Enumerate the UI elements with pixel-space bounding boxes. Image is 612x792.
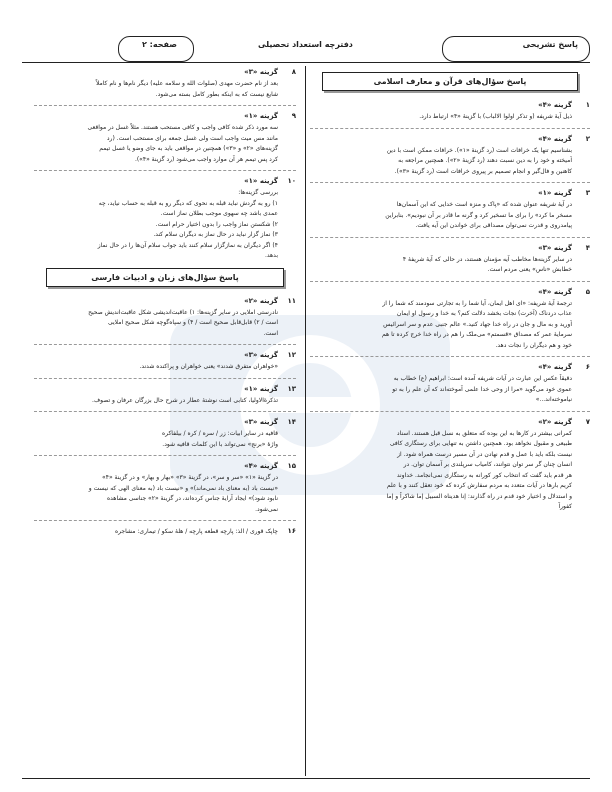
question-number: ۳ xyxy=(585,189,590,197)
answer-text-line: دقیقاً عکس این عبارت در آیات شریفه آمده است: ابراهیم (ع) خطاب به xyxy=(393,375,572,382)
header-rule xyxy=(22,62,590,63)
dashed-separator xyxy=(34,520,296,521)
question-number: ۶ xyxy=(585,363,590,371)
answer-option: گزینه «۳» xyxy=(538,243,572,252)
dashed-separator xyxy=(310,411,590,412)
dashed-separator xyxy=(34,378,296,379)
question-number: ۱ xyxy=(585,101,590,109)
question-number: ۲ xyxy=(585,134,590,143)
answer-text-line: کرد پس تیمم هر آن موارد واجب می‌شود (رد گزینهٔ «۴»). xyxy=(134,155,278,163)
answer-text-line: سه مورد ذکر شده کافی واجب و کافی مستحب هستند. مثلاً غسل در مواقعی xyxy=(87,124,278,131)
answer-option: گزینه «۴» xyxy=(244,462,278,470)
answer-text-line: خود و هم دیگران را نجات دهد. xyxy=(495,341,572,349)
answer-text-line: هر قدم باید گفت که انتخاب کور کورانه به رستگاری نمی‌انجامد. خداوند xyxy=(396,471,572,479)
left-column xyxy=(34,66,296,780)
question-number: ۱۵ xyxy=(287,462,296,470)
answer-text-line: تذکرةالاولیا، کتابی است نوشتهٔ عطار در شرح حال بزرگان عرفان و تصوف. xyxy=(92,396,278,404)
answer-text-line: «نیست باد (به معنای باد نمی‌ماند)» و «نیست باد (به معنای الهی که نیست و xyxy=(88,484,278,492)
question-number: ۷ xyxy=(585,417,590,426)
answer-text-line: ترجمهٔ آیهٔ شریفه: «ای اهل ایمان، آیا شما را به تجارتی سودمند که شما را از xyxy=(382,299,572,307)
answer-option: گزینه «۴» xyxy=(538,134,572,143)
answer-text-line: نیاموخته‌اند...» xyxy=(535,396,572,403)
answer-text-line: ۲) شکستن نماز واجب را بدون اختیار حرام است. xyxy=(155,220,278,228)
answer-text-line: بعد از نام حضرت مهدی (صلوات الله و سلامه علیه) دیگر نام‌ها و نام کاملاً xyxy=(95,80,278,87)
answer-text-line: بدهد. xyxy=(264,252,278,259)
question-number: ۱۴ xyxy=(287,418,296,426)
answer-text-line: ۱) رو به گردش نباید قبله به نحوی که دیگر رو به قبله به حساب نیاید، چه xyxy=(98,199,278,207)
question-number: ۱۱ xyxy=(287,296,296,305)
answer-text-line: عمدی باشد چه سهوی موجب بطلان نماز است. xyxy=(160,210,278,217)
dashed-separator xyxy=(34,170,296,171)
answer-text-line: انسان چنان گر سر توان نتوانند، کامیاب سرپلندی بر آسمان توان. در xyxy=(403,461,572,468)
answer-item xyxy=(34,460,296,515)
dashed-separator xyxy=(34,455,296,456)
answer-item xyxy=(34,110,296,165)
answer-option: گزینه «۴» xyxy=(538,287,572,296)
answer-option: گزینه «۳» xyxy=(244,68,278,76)
answer-text-line: آورید و به مال و جان در راه خدا جهاد کنید.» عالم جنبی عدم و سر اسرائیس xyxy=(383,320,572,328)
answer-text-line: کریم بارها در آیات متعدد به مردم سفارش کرده که خود تعقل کنند و با علم xyxy=(386,482,572,489)
answer-item xyxy=(310,286,590,352)
answer-text-line: آمیخته و خود را به دین نسبت دهند (رد گزینهٔ «۲»). همچنین مراجعه به xyxy=(398,157,572,164)
answer-item xyxy=(34,349,296,373)
answer-text-line: چاپک قوری / الذ: پارچه قطعه پارچه / هلهٔ سکو / تیماری: مشاجره xyxy=(114,528,278,535)
answer-text-line: بشناسیم تنها یک خرافات است (رد گزینهٔ «۱»). خرافات ممکن است با دین xyxy=(386,146,572,154)
answer-item xyxy=(34,416,296,450)
answer-item xyxy=(310,416,590,513)
question-number: ۱۲ xyxy=(287,351,296,359)
header-page-label: صفحه: ۲ xyxy=(142,40,177,49)
question-number: ۱۰ xyxy=(287,177,296,185)
answer-text-line: ذیل آیهٔ شریفه (و تذکر اولوا الالباب) با گزینهٔ «۴» ارتباط دارد. xyxy=(419,113,572,120)
answer-item xyxy=(34,295,296,340)
answer-text-line: عذاب دردناک (آخرت) نجات بخشد دلالت کنم؟ به خدا و رسول او ایمان xyxy=(396,310,572,317)
answer-item xyxy=(34,525,296,538)
answer-text-line: ۴) اگر دیگران به نمازگزار سلام کنند باید جواب سلام آن‌ها را در حال نماز xyxy=(97,241,278,249)
answer-text-line: است. xyxy=(263,329,278,337)
section-title-quran: پاسخ سؤال‌های قرآن و معارف اسلامی xyxy=(322,72,578,91)
answer-item xyxy=(310,133,590,178)
answer-text-line: «خواهران متفرق شدند» یعنی خواهران و پراکنده شدند. xyxy=(139,363,278,370)
header-right-label: پاسخ تشریحی xyxy=(522,40,578,49)
answer-item xyxy=(310,187,590,232)
answer-text-line: در سایر گزینه‌ها مخاطب آیه مؤمنان هستند، در حالی که آیهٔ شریفهٔ ۴ xyxy=(402,255,572,263)
answer-item xyxy=(310,99,590,123)
answer-text-line: نمی‌شود. xyxy=(255,505,278,513)
question-number: ۱۶ xyxy=(287,527,296,535)
answer-text-line: نابود شود)» ایجاد آرایهٔ جناس کرده‌اند، در گزینهٔ «۲» جناسی مشاهده xyxy=(107,495,278,502)
dashed-separator xyxy=(310,128,590,129)
answer-text-line: کفوراً xyxy=(558,503,572,510)
answer-text-line: سرمایهٔ عمر که مصداق «قسمتم» می‌ملک را هم در راه خدا خرج کرده تا هم xyxy=(382,331,572,338)
answer-option: گزینه «۱» xyxy=(244,177,278,185)
answer-text-line: خطابش «ناس» یعنی مردم است. xyxy=(487,266,572,273)
answer-item xyxy=(310,361,590,406)
answer-option: گزینه «۱» xyxy=(538,189,572,197)
answer-text-line: مانند مس میت واجب است ولی غسل جمعه برای مستحب است. (رد xyxy=(106,134,278,142)
dashed-separator xyxy=(310,182,590,183)
answer-option: گزینه «۳» xyxy=(244,351,278,359)
header-center-label: دفترچه استعداد تحصیلی xyxy=(258,40,353,49)
answer-option: گزینه «۴» xyxy=(538,363,572,371)
question-number: ۵ xyxy=(585,287,590,296)
answer-text-line: کمرانی بیشتر در کارها به این بوده که متعلق به نسل قبل هستند. اسناد xyxy=(396,429,572,437)
answer-text-line: مسخر ما کرد» را برای ما تسخیر کرد و گرنه ما قادر بر آن نبودیم». بنابراین xyxy=(385,211,572,219)
right-column xyxy=(310,66,590,780)
question-number: ۴ xyxy=(585,243,590,252)
answer-text-line: در گزینهٔ «۱» «سر و سر»، در گزینهٔ «۳» «بهار و بهار» و در گزینهٔ «۴» xyxy=(102,474,278,481)
answer-option: گزینه «۴» xyxy=(538,101,572,109)
dashed-separator xyxy=(34,105,296,106)
left-question-list-bottom xyxy=(34,295,296,538)
answer-item xyxy=(310,242,590,276)
answer-text-line: و استدلال و اختیار خود قدم در راه گذارند: إنا هدیناه السبیل إما شاکراً و إما xyxy=(386,492,572,500)
answer-option: گزینه «۱» xyxy=(244,384,278,393)
question-number: ۸ xyxy=(291,68,296,76)
answer-text-line: کاهنین و فال‌گیر و انجام تصمیم بر پیروی خرافات است (رد گزینهٔ «۳»). xyxy=(394,167,572,175)
dashed-separator xyxy=(34,411,296,412)
answer-text-line: ۳) نماز گزار نباید در حال نماز به دیگران سلام کند. xyxy=(153,231,278,238)
dashed-separator xyxy=(34,344,296,345)
answer-item xyxy=(34,175,296,262)
right-question-list xyxy=(310,99,590,513)
answer-text-line: نیست بلکه باید با عمل و قدم نهادن در آن مسیر درست همراه شود. از xyxy=(397,450,572,458)
answer-option: گزینه «۳» xyxy=(244,418,278,426)
question-number: ۱۳ xyxy=(287,384,296,393)
answer-option: گزینه «۱» xyxy=(244,112,278,120)
answer-text-line: شایع نیست که به اینکه بطور کامل بسته می‌شود. xyxy=(155,90,278,98)
answer-text-line: قافیه در سایر ابیات: زر / سره / کره / بیلفاکره xyxy=(161,430,278,437)
dashed-separator xyxy=(310,281,590,282)
answer-text-line: در آیهٔ شریفه عنوان شده که «پاک و منزه است خدایی که این آسمان‌ها xyxy=(396,201,572,208)
answer-item xyxy=(34,66,296,100)
dashed-separator xyxy=(310,356,590,357)
answer-option: گزینه «۲» xyxy=(538,417,572,426)
answer-text-line: بررسی گزینه‌ها: xyxy=(238,189,278,196)
answer-text-line: گزینه‌های «۲» و «۳») همچنین در مواقعی باید به جای وضو یا غسل تیمم xyxy=(99,145,278,152)
section-title-persian: پاسخ سؤال‌های زبان و ادبیات فارسی xyxy=(46,268,284,287)
answer-text-line: عموی خود می‌گوید «مرا از وحی خدا علمی آموخته‌اند که آن علم را به تو xyxy=(392,385,572,393)
question-number: ۹ xyxy=(291,112,296,120)
answer-text-line: واژهٔ «برنج» نمی‌تواند با این کلمات قافیه شود. xyxy=(162,440,278,448)
answer-text-line: پیامدروی و قدرت نمی‌توان مصداقی برای خواندن این آیه یافت. xyxy=(415,222,572,229)
answer-text-line: است / ۲) قابل‌قابل صحیح است / ۴) و سپاه‌گوچه شکل صحیح املایی xyxy=(108,319,278,326)
answer-text-line: طبیعی و مقبول نخواهد بود. همچنین داشتن به تنهایی برای رستگاری کافی xyxy=(389,440,572,447)
left-question-list-top xyxy=(34,66,296,262)
dashed-separator xyxy=(310,237,590,238)
answer-text-line: نادرستی املایی در سایر گزینه‌ها: ۱) عاقبت‌اندیشی شکل عاقبت‌اندیش صحیح xyxy=(88,308,278,316)
answer-item xyxy=(34,383,296,407)
answer-option: گزینه «۲» xyxy=(244,296,278,305)
column-divider xyxy=(305,66,306,776)
